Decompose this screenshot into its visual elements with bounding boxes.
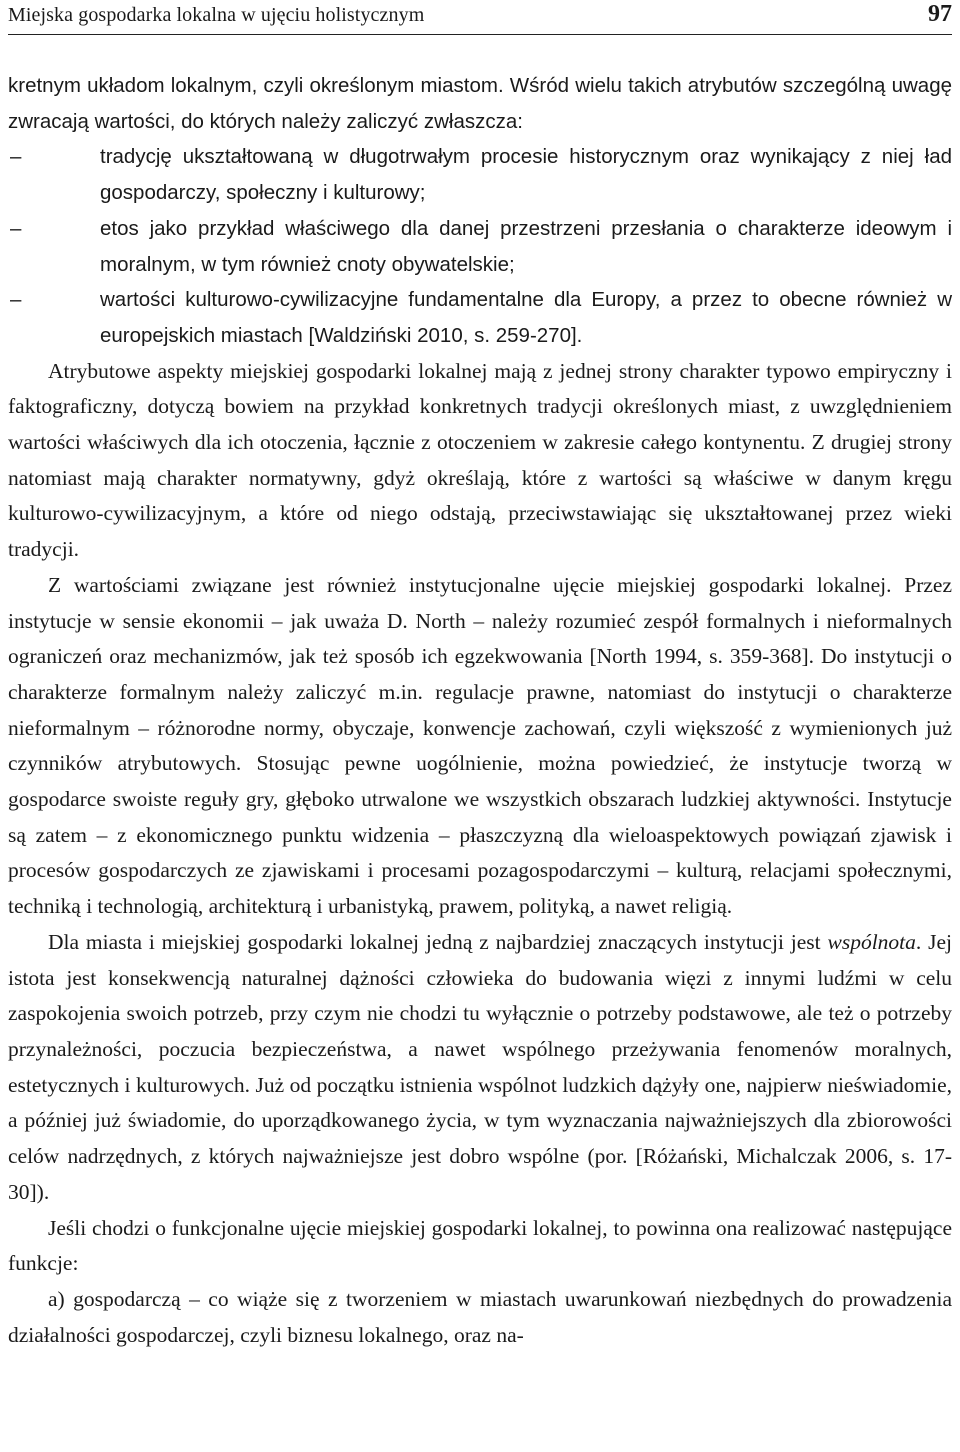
paragraph-text: Z drugiej strony natomiast mają charakter normatywny, gdyż określają, które z wartości są właściwe w danym kręgu kulturowo-cywilizacyjnym, a które od niego odstają, przeciwstawiając się ukształtowanej przez wieki tradycji. (8, 430, 952, 562)
dash-bullet-icon: – (10, 288, 22, 312)
list-item (8, 282, 952, 353)
paragraph-text: Stosując pewne uogólnienie, można powiedzieć, że instytucje tworzą w gospodarce swoiste reguły gry, głęboko utrwalone we wszystkich obszarach ludzkiej aktywności. (8, 751, 952, 812)
paragraph-text: Jej istota jest konsekwencją naturalnej dążności człowieka do budowania więzi z innymi ludźmi w celu zaspokojenia swoich potrzeb, przy czym nie chodzi tu wyłącznie o potrzeby podstawowe, ale też o potrzeby przynależności, poczucia bezpieczeństwa, a nawet wspólnego przeżywania fenomenów moralnych, estetycznych i kulturowych. (8, 929, 952, 1097)
paragraph-community (8, 925, 952, 1211)
paragraph-text: . (915, 929, 922, 954)
paragraph-text: Instytucje są zatem – z ekonomicznego punktu widzenia – płaszczyzną dla wieloaspektowych powiązań zjawisk i procesów gospodarczych ze zjawiskami i procesami pozagospodarczymi – kulturą, relacjami społecznymi, techniką i technologią, architekturą i urbanistyką, prawem, polityką, a nawet religią. (8, 787, 952, 919)
paragraph-intro (8, 68, 952, 139)
list-item (8, 139, 952, 210)
running-title: Miejska gospodarka lokalna w ujęciu holistycznym (8, 4, 425, 26)
paragraph-text: Przez instytucje w sensie ekonomii – jak uważa D. (8, 572, 953, 633)
emphasis-term: wspólnota (827, 929, 916, 954)
paragraph-text: regulacje prawne, natomiast do instytucji o charakterze nieformalnym – różnorodne normy, obyczaje, konwencje zachowań, czyli większość z wymienionych już czynników atrybutowych. (8, 679, 952, 776)
intro-text-b: Wśród wielu takich atrybutów szczególną uwagę zwracają wartości, do których należy zaliczyć zwłaszcza: (8, 74, 952, 133)
paragraph-text: a) gospodarczą – co wiąże się z tworzeniem w miastach uwarunkowań niezbędnych do prowadzenia działalności gospodarczej, czyli biznesu lokalnego, oraz na- (8, 1286, 952, 1347)
dash-bullet-icon: – (10, 145, 22, 169)
paragraph-text: Dla miasta i miejskiej gospodarki lokalnej jedną z najbardziej znaczących instytucji jest (48, 929, 828, 954)
paragraph-text: Atrybutowe aspekty miejskiej gospodarki lokalnej mają z jednej strony charakter typowo empiryczny i faktograficzny, dotyczą bowiem na przykład konkretnych tradycji określonych miast, z uwzględnieniem wartości właściwych dla ich otoczenia, łącznie z otoczeniem w zakresie całego kontynentu. (8, 358, 952, 455)
list-item-text: tradycję ukształtowaną w długotrwałym procesie historycznym oraz wynikający z niej ład gospodarczy, społeczny i kulturowy; (100, 145, 952, 205)
paragraph-text: Już od początku istnienia wspólnot ludzkich dążyły one, najpierw nieświadomie, a później już świadomie, do uporządkowanego życia, w tym wyznaczania najważniejszych dla zbiorowości celów nadrzędnych, z których najważniejsze jest dobro wspólne (por. [Różański, Michalczak 2006, s. 17-30]). (8, 1072, 952, 1204)
paragraph-text: Jeśli chodzi o funkcjonalne ujęcie miejskiej gospodarki lokalnej, to powinna ona realizować następujące funkcje: (8, 1215, 952, 1276)
paragraph-text: Do instytucji o charakterze formalnym należy zaliczyć m.in. (8, 644, 952, 704)
page-header (8, 0, 952, 35)
page-body (8, 68, 952, 1353)
paragraph-text: Z wartościami związane jest również instytucjonalne ujęcie miejskiej gospodarki lokalnej. (48, 572, 892, 597)
list-item (8, 211, 952, 282)
paragraph-functions (8, 1211, 952, 1282)
list-item-text: etos jako przykład właściwego dla danej przestrzeni przesłania o charakterze ideowym i moralnym, w tym również cnoty obywatelskie; (100, 216, 952, 276)
dash-bullet-icon: – (10, 216, 22, 240)
list-item-text: wartości kulturowo-cywilizacyjne fundamentalne dla Europy, a przez to obecne również w europejskich miastach [Waldziński 2010, s. 259-270]. (100, 288, 952, 347)
paragraph-text: North – należy rozumieć zespół formalnych i nieformalnych ograniczeń oraz mechanizmów, jak też sposób ich egzekwowania [North 1994, s. 359-368]. (8, 608, 953, 669)
paragraph-institutions (8, 568, 952, 925)
intro-text-a: kretnym układom lokalnym, czyli określonym miastom. (8, 74, 504, 97)
page-number: 97 (928, 1, 952, 27)
paragraph-attributes (8, 354, 952, 568)
paragraph-function-a (8, 1282, 952, 1353)
